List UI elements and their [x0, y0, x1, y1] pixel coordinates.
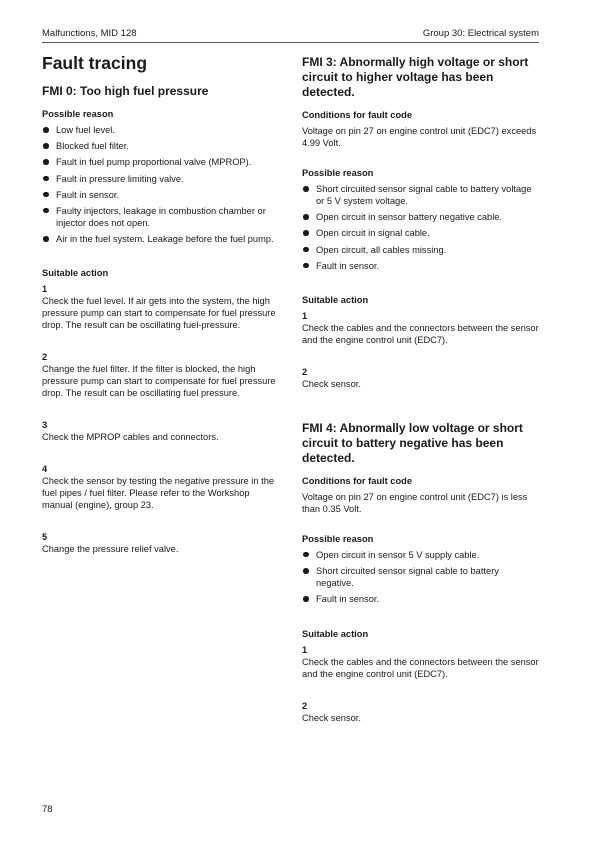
- bullet-icon: [303, 214, 309, 220]
- fmi3-possible-reason-heading: Possible reason: [302, 168, 374, 178]
- fmi0-possible-reason-heading: Possible reason: [42, 109, 114, 119]
- list-item-text: Fault in sensor.: [316, 594, 380, 605]
- bullet-icon: [43, 176, 49, 182]
- bullet-icon: [303, 596, 309, 602]
- list-item: [42, 189, 282, 201]
- fmi3-step: [302, 366, 539, 390]
- header-divider: [42, 42, 539, 43]
- list-item: [302, 593, 539, 605]
- list-item-text: Fault in sensor.: [316, 260, 380, 271]
- step-number: 5: [42, 532, 48, 543]
- bullet-icon: [43, 127, 49, 133]
- list-item-text: Low fuel level.: [56, 125, 115, 135]
- step-number: 1: [42, 284, 48, 295]
- step-text: Check the cables and the connectors between the sensor and the engine control unit (EDC7).: [302, 656, 539, 679]
- step-text: Change the fuel filter. If the filter is blocked, the high pressure pump can start to compensate for fuel pressure drop. The result can be oscillating fuel pressure.: [42, 364, 276, 399]
- fmi3-suitable-action-heading: Suitable action: [302, 294, 369, 305]
- list-item: [42, 173, 282, 185]
- list-item-text: Open circuit in signal cable.: [316, 228, 430, 239]
- step-number: 1: [302, 310, 308, 321]
- list-item-text: Short circuited sensor signal cable to battery negative.: [316, 566, 499, 589]
- list-item-text: Open circuit, all cables missing.: [316, 244, 447, 255]
- list-item-text: Faulty injectors, leakage in combustion chamber or injector does not open.: [56, 205, 266, 228]
- bullet-icon: [303, 247, 309, 253]
- step-number: 2: [42, 352, 48, 363]
- list-item: [42, 140, 282, 152]
- left-column: [42, 50, 282, 569]
- fmi3-conditions-heading: Conditions for fault code: [302, 110, 413, 120]
- list-item-text: Air in the fuel system. Leakage before the fuel pump.: [56, 234, 274, 245]
- fmi4-reason-list: [302, 549, 539, 605]
- right-column: [302, 50, 539, 738]
- list-item: [302, 565, 539, 589]
- fmi0-step: [42, 351, 282, 399]
- page-number: 78: [42, 804, 53, 815]
- header-left-text: Malfunctions, MID 128: [42, 28, 137, 39]
- fmi4-title: FMI 4: Abnormally low voltage or short circuit to battery negative has been detected.: [302, 420, 523, 465]
- fmi4-conditions-text: Voltage on pin 27 on engine control unit (EDC7) is less than 0.35 Volt.: [302, 491, 528, 514]
- step-text: Check sensor.: [302, 378, 361, 389]
- fmi4-suitable-action-heading: Suitable action: [302, 628, 369, 639]
- step-text: Check the fuel level. If air gets into the system, the high pressure pump can start to compensate for fuel pressure drop. The result can be oscillating fuel-pressure.: [42, 296, 276, 331]
- fmi3-reason-list: [302, 183, 539, 272]
- list-item-text: Open circuit in sensor 5 V supply cable.: [316, 549, 480, 560]
- bullet-icon: [43, 192, 49, 198]
- step-text: Check the cables and the connectors between the sensor and the engine control unit (EDC7).: [302, 322, 539, 345]
- list-item: [42, 156, 282, 168]
- step-text: Check the sensor by testing the negative pressure in the fuel pipes / fuel filter. Please refer to the Workshop manual (engine), group 23.: [42, 476, 275, 511]
- fmi0-step: [42, 283, 282, 331]
- fmi4-step: [302, 644, 539, 680]
- list-item-text: Blocked fuel filter.: [56, 141, 129, 152]
- list-item-text: Short circuited sensor signal cable to battery voltage or 5 V system voltage.: [316, 184, 532, 206]
- fmi0-title: FMI 0: Too high fuel pressure: [42, 84, 209, 98]
- list-item-text: Fault in fuel pump proportional valve (MPROP).: [56, 157, 252, 168]
- step-number: 2: [302, 366, 308, 377]
- fmi0-step: [42, 463, 282, 511]
- list-item: [302, 244, 539, 256]
- list-item: [302, 549, 539, 561]
- bullet-icon: [43, 208, 49, 214]
- list-item-text: Open circuit in sensor battery negative cable.: [316, 212, 503, 223]
- fmi4-step: [302, 700, 539, 724]
- step-text: Change the pressure relief valve.: [42, 544, 179, 555]
- bullet-icon: [303, 230, 309, 236]
- list-item: [302, 227, 539, 239]
- step-text: Check the MPROP cables and connectors.: [42, 432, 219, 443]
- bullet-icon: [303, 552, 309, 558]
- list-item: [42, 124, 282, 136]
- step-number: 3: [42, 420, 48, 431]
- fmi3-title: FMI 3: Abnormally high voltage or short circuit to higher voltage has been detected.: [302, 55, 529, 99]
- list-item-text: Fault in sensor.: [56, 189, 120, 200]
- list-item: [302, 260, 539, 272]
- fmi0-step: [42, 531, 282, 555]
- page-header: [42, 28, 539, 42]
- list-item: [302, 211, 539, 223]
- step-text: Check sensor.: [302, 712, 361, 723]
- bullet-icon: [303, 186, 309, 192]
- step-number: 1: [302, 644, 308, 655]
- step-number: 2: [302, 700, 308, 711]
- step-number: 4: [42, 464, 48, 475]
- fmi0-suitable-action-heading: Suitable action: [42, 268, 109, 279]
- list-item: [42, 233, 282, 245]
- page-title: Fault tracing: [42, 53, 148, 73]
- bullet-icon: [43, 143, 49, 149]
- list-item: [42, 205, 282, 229]
- list-item-text: Fault in pressure limiting valve.: [56, 173, 184, 184]
- fmi4-possible-reason-heading: Possible reason: [302, 533, 374, 544]
- fmi0-step: [42, 419, 282, 443]
- fmi0-reason-list: [42, 124, 282, 245]
- bullet-icon: [303, 263, 309, 269]
- fmi3-conditions-text: Voltage on pin 27 on engine control unit (EDC7) exceeds 4.99 Volt.: [302, 126, 537, 148]
- fmi4-conditions-heading: Conditions for fault code: [302, 475, 413, 486]
- list-item: [302, 183, 539, 207]
- fmi3-step: [302, 310, 539, 346]
- bullet-icon: [303, 568, 309, 574]
- bullet-icon: [43, 159, 49, 165]
- header-right-text: Group 30: Electrical system: [422, 28, 539, 39]
- bullet-icon: [43, 236, 49, 242]
